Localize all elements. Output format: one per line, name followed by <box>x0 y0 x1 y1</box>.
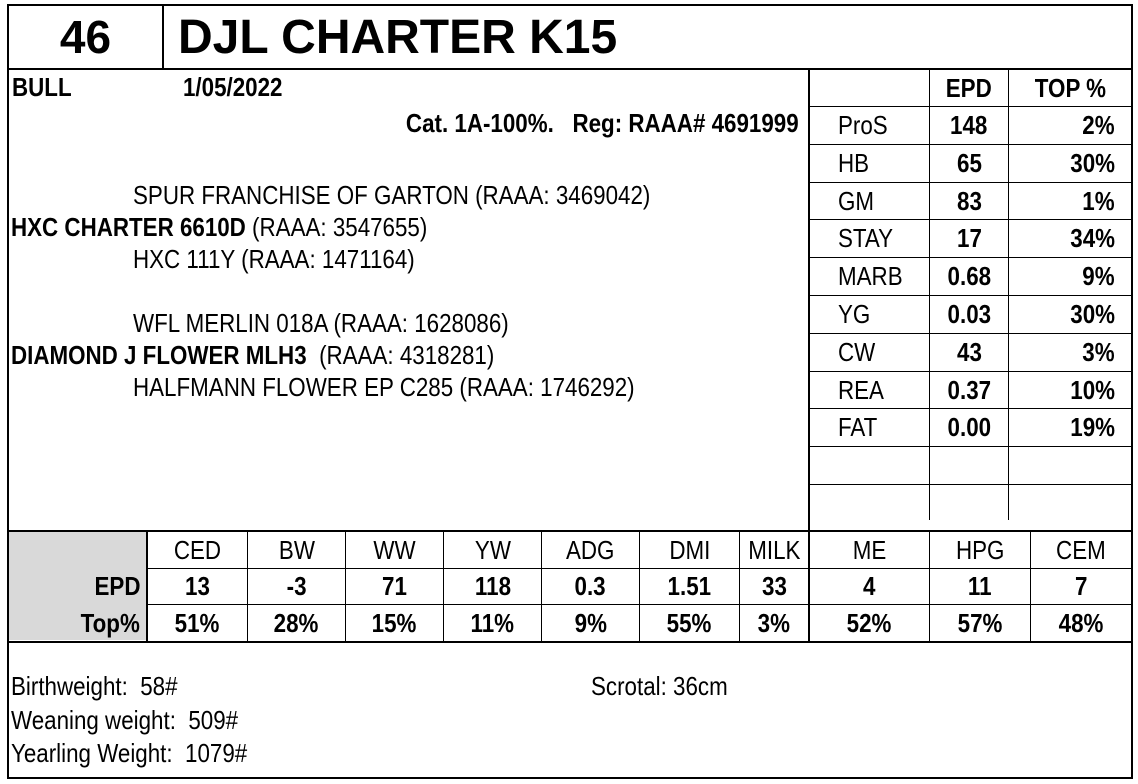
epd-trait-header: ME <box>852 534 886 565</box>
index-row-divider <box>809 446 1131 447</box>
epd-trait-header: BW <box>278 534 315 565</box>
weaning-weight: Weaning weight: 509# <box>11 705 239 735</box>
index-trait-label: YG <box>838 299 871 329</box>
pedigree-sire-dam: HXC 111Y (RAAA: 1471164) <box>133 244 415 274</box>
index-top-percent: 30% <box>1070 148 1115 178</box>
epd-row-label-top: Top% <box>80 607 140 638</box>
index-epd-value: 83 <box>956 186 982 216</box>
index-trait-label: REA <box>838 375 884 405</box>
index-trait-label: GM <box>838 186 875 216</box>
epd-top-percent: 28% <box>274 607 319 638</box>
index-trait-label: STAY <box>838 223 894 253</box>
pedigree-dam-sire: WFL MERLIN 018A (RAAA: 1628086) <box>133 308 509 338</box>
epd-trait-header: DMI <box>668 534 710 565</box>
epd-top-percent: 55% <box>667 607 712 638</box>
epd-table-bottom-border <box>7 641 1133 643</box>
epd-value: -3 <box>286 571 307 601</box>
index-epd-value: 0.37 <box>947 375 991 405</box>
epd-value: 0.3 <box>574 571 607 601</box>
index-top-percent: 2% <box>1082 110 1115 140</box>
pedigree-dam: DIAMOND J FLOWER MLH3 (RAAA: 4318281) <box>11 340 495 370</box>
index-epd-value: 17 <box>956 223 982 253</box>
index-row-divider <box>809 484 1131 485</box>
index-top-percent: 19% <box>1070 412 1115 442</box>
epd-trait-header: YW <box>474 534 511 565</box>
index-epd-value: 43 <box>956 337 982 367</box>
epd-top-percent: 15% <box>372 607 417 638</box>
birthweight: Birthweight: 58# <box>11 671 178 701</box>
index-top-percent: 34% <box>1070 223 1115 253</box>
birth-date: 1/05/2022 <box>183 72 283 102</box>
index-epd-value: 0.03 <box>947 299 991 329</box>
sex-label: BULL <box>12 72 72 102</box>
index-trait-label: MARB <box>838 261 903 291</box>
epd-top-percent: 9% <box>574 607 607 638</box>
epd-trait-header: CED <box>173 534 221 565</box>
index-top-percent: 9% <box>1082 261 1115 291</box>
epd-value: 13 <box>184 571 210 601</box>
index-top-percent: 3% <box>1082 337 1115 367</box>
index-header-top: TOP % <box>1034 72 1106 103</box>
index-epd-value: 65 <box>956 148 982 178</box>
index-top-percent: 30% <box>1070 299 1115 329</box>
epd-trait-header: CEM <box>1056 534 1106 565</box>
epd-value: 7 <box>1074 571 1088 601</box>
index-epd-value: 0.00 <box>947 412 991 442</box>
pedigree-sire-sire: SPUR FRANCHISE OF GARTON (RAAA: 3469042) <box>133 180 651 210</box>
yearling-weight: Yearling Weight: 1079# <box>11 738 248 768</box>
epd-value: 71 <box>382 571 407 601</box>
index-table-left-border <box>808 68 810 530</box>
epd-value: 1.51 <box>667 571 712 601</box>
epd-top-percent: 11% <box>470 607 515 638</box>
index-header-epd: EPD <box>946 72 992 103</box>
pedigree-dam-dam: HALFMANN FLOWER EP C285 (RAAA: 1746292) <box>133 372 635 402</box>
index-epd-value: 148 <box>950 110 988 140</box>
index-trait-label: FAT <box>838 412 878 442</box>
epd-trait-header: MILK <box>747 534 801 565</box>
epd-trait-header: HPG <box>955 534 1005 565</box>
epd-top-percent: 52% <box>846 607 892 638</box>
epd-trait-header: ADG <box>566 534 615 565</box>
lot-number: 46 <box>59 11 112 63</box>
animal-name: DJL CHARTER K15 <box>178 11 618 64</box>
pedigree-sire: HXC CHARTER 6610D (RAAA: 3547655) <box>11 212 428 242</box>
epd-trait-header: WW <box>373 534 416 565</box>
epd-value: 4 <box>862 571 876 601</box>
index-trait-label: ProS <box>838 110 888 140</box>
index-top-percent: 10% <box>1070 375 1115 405</box>
index-top-percent: 1% <box>1082 186 1115 216</box>
epd-value: 118 <box>474 571 511 601</box>
index-trait-label: HB <box>838 148 870 178</box>
category-registration: Cat. 1A-100%. Reg: RAAA# 4691999 <box>406 108 799 138</box>
scrotal: Scrotal: 36cm <box>591 671 728 701</box>
epd-top-percent: 57% <box>957 607 1003 638</box>
epd-row-label-epd: EPD <box>94 571 140 601</box>
epd-top-percent: 51% <box>174 607 220 638</box>
epd-value: 11 <box>968 571 992 601</box>
epd-top-percent: 3% <box>757 607 791 638</box>
index-trait-label: CW <box>838 337 876 367</box>
epd-value: 33 <box>761 571 787 601</box>
index-epd-value: 0.68 <box>947 261 991 291</box>
epd-top-percent: 48% <box>1058 607 1104 638</box>
